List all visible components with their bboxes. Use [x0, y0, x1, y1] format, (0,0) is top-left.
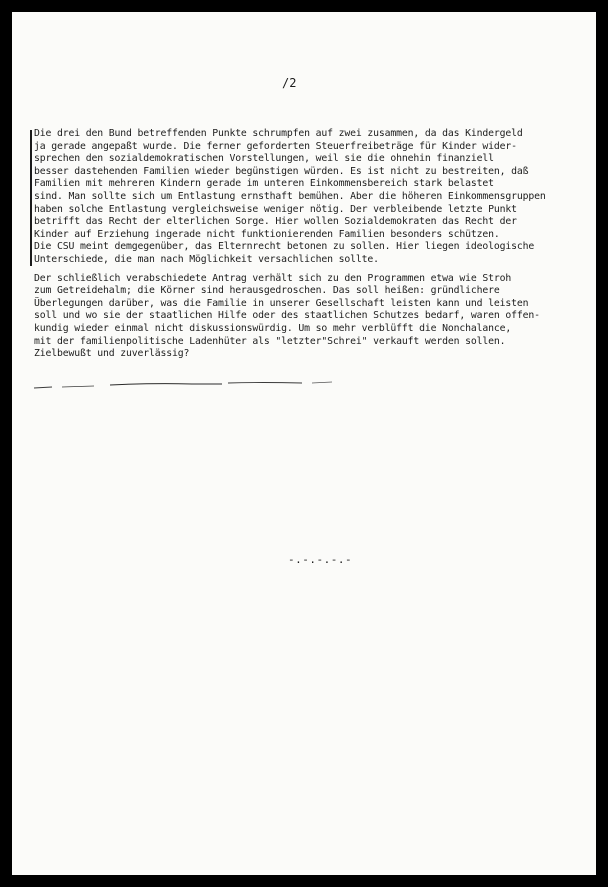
text-line: Zielbewußt und zuverlässig?	[34, 348, 190, 360]
text-line: zum Getreidehalm; die Körner sind herausgedroschen. Das soll heißen: gründlichere	[34, 285, 500, 297]
text-line: besser dastehenden Familien wieder begünstigen würden. Es ist nicht zu bestreiten, daß	[34, 165, 529, 177]
margin-bar	[30, 130, 32, 266]
text-line: sprechen den sozialdemokratischen Vorstellungen, weil sie die ohnehin finanziell	[34, 153, 494, 165]
text-line: Überlegungen darüber, was die Familie in unserer Gesellschaft leisten kann und leisten	[34, 297, 529, 309]
text-line: Die drei den Bund betreffenden Punkte schrumpfen auf zwei zusammen, da das Kindergeld	[34, 128, 523, 139]
page-number: /2	[282, 76, 297, 90]
text-line: Der schließlich verabschiedete Antrag verhält sich zu den Programmen etwa wie Stroh	[34, 272, 512, 284]
text-line: sind. Man sollte sich um Entlastung ernsthaft bemühen. Aber die höheren Einkommensgruppen	[34, 190, 546, 202]
document-page	[12, 12, 596, 875]
end-mark: -.-.-.-.-	[288, 553, 353, 566]
text-line: haben solche Entlastung vergleichsweise weniger nötig. Der verbleibende letzte Punkt	[34, 203, 517, 215]
text-line: mit der familienpolitische Ladenhüter als "letzter"Schrei" verkauft werden sollen.	[34, 335, 506, 347]
text-line: ja gerade angepaßt wurde. Die ferner geforderten Steuerfreibeträge für Kinder wider-	[34, 140, 517, 152]
paragraph-2	[34, 273, 579, 361]
text-line: Familien mit mehreren Kindern gerade im unteren Einkommensbereich stark belastet	[34, 178, 494, 190]
text-line: kundig wieder einmal nicht diskussionswürdig. Um so mehr verblüfft die Nonchalance,	[34, 322, 512, 334]
scribble-mark	[32, 380, 372, 394]
body-text	[34, 128, 579, 361]
text-line: soll und wo sie der staatlichen Hilfe oder des staatlichen Schutzes bedarf, waren offen-	[34, 310, 540, 322]
text-line: Kinder auf Erziehung ingerade nicht funktionierenden Familien besonders schützen.	[34, 228, 500, 240]
text-line: Die CSU meint demgegenüber, das Elternrecht betonen zu sollen. Hier liegen ideologische	[34, 241, 535, 253]
text-line: Unterschiede, die man nach Möglichkeit versachlichen sollte.	[34, 253, 379, 265]
paragraph-1	[34, 128, 579, 267]
text-line: betrifft das Recht der elterlichen Sorge. Hier wollen Sozialdemokraten das Recht der	[34, 216, 517, 228]
